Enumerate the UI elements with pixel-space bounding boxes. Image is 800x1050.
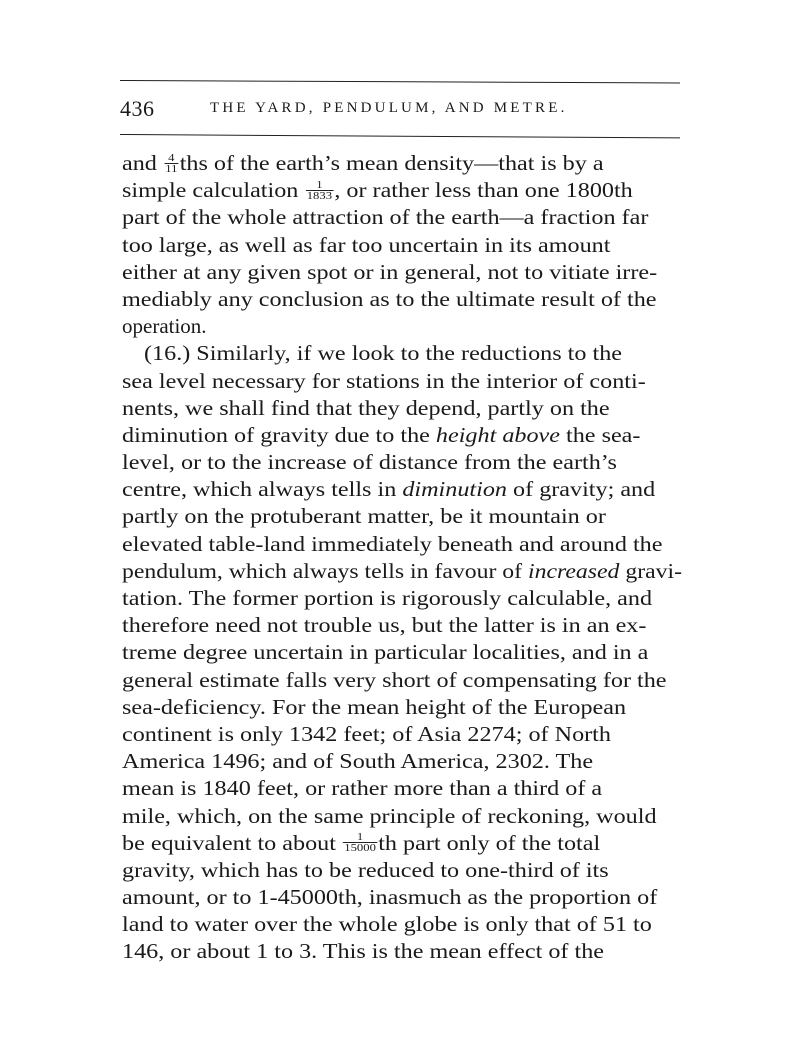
text-line: sea-deficiency. For the mean height of the European [122, 694, 627, 719]
fraction-one-15000th: $\frac{1}{15000}$ [344, 831, 376, 855]
text-line: nents, we shall find that they depend, partly on the [122, 395, 610, 420]
text-line: and $\frac{4}{11}$ ths of the earth’s mean density—that is by a [122, 151, 604, 175]
header-bottom-rule [120, 134, 680, 138]
text-line: level, or to the increase of distance from the earth’s [122, 450, 617, 475]
fraction-four-elevenths: $\frac{4}{11}$ [165, 151, 178, 175]
text-line: treme degree uncertain in particular localities, and in a [122, 640, 649, 665]
text-line: too large, as well as far too uncertain in its amount [122, 232, 611, 257]
fraction-one-1833rd: $\frac{1}{1833}$ [306, 178, 333, 202]
text-line: either at any given spot or in general, not to vitiate irre- [122, 259, 658, 284]
page-number: 436 [120, 96, 155, 121]
text-line: mediably any conclusion as to the ultimate result of the [122, 286, 657, 311]
running-head: THE YARD, PENDULUM, AND METRE. [210, 100, 568, 116]
italic-phrase: height above [435, 422, 560, 447]
page-header [120, 92, 680, 128]
text-line: mile, which, on the same principle of reckoning, would [122, 803, 657, 828]
text-line: centre, which always tells in diminution of gravity; and [122, 477, 656, 502]
text-line: 146, or about 1 to 3. This is the mean effect of the [122, 939, 605, 964]
italic-phrase: increased [528, 558, 620, 583]
text-line: America 1496; and of South America, 2302. The [122, 749, 594, 774]
text-line: pendulum, which always tells in favour of increased gravi- [122, 558, 683, 583]
text-line: sea level necessary for stations in the interior of conti- [122, 368, 646, 393]
text-line: partly on the protuberant matter, be it mountain or [122, 504, 606, 529]
text-line: simple calculation $\frac{1}{1833}$ , or rather less than one 1800th [122, 178, 633, 203]
text-line: diminution of gravity due to the height above the sea- [122, 422, 641, 447]
text-line: continent is only 1342 feet; of Asia 2274; of North [122, 721, 611, 746]
text-line: gravity, which has to be reduced to one-third of its [122, 857, 609, 882]
text-line: operation. [122, 314, 207, 339]
paragraph-start-line: (16.) Similarly, if we look to the reductions to the [144, 341, 623, 366]
text-line: general estimate falls very short of compensating for the [122, 667, 667, 692]
text-line: part of the whole attraction of the earth—a fraction far [122, 205, 649, 230]
text-line: mean is 1840 feet, or rather more than a third of a [122, 776, 603, 801]
header-top-rule [120, 80, 680, 83]
body-text [122, 150, 682, 966]
text-line: amount, or to 1-45000th, inasmuch as the proportion of [122, 885, 658, 910]
text-line: be equivalent to about $\frac{1}{15000}$ th part only of the total [122, 830, 601, 855]
italic-phrase: diminution [402, 477, 507, 502]
text-line: land to water over the whole globe is only that of 51 to [122, 912, 652, 937]
text-line: tation. The former portion is rigorously calculable, and [122, 586, 653, 610]
text-line: therefore need not trouble us, but the latter is in an ex- [122, 613, 647, 638]
text-line: elevated table-land immediately beneath and around the [122, 531, 663, 556]
